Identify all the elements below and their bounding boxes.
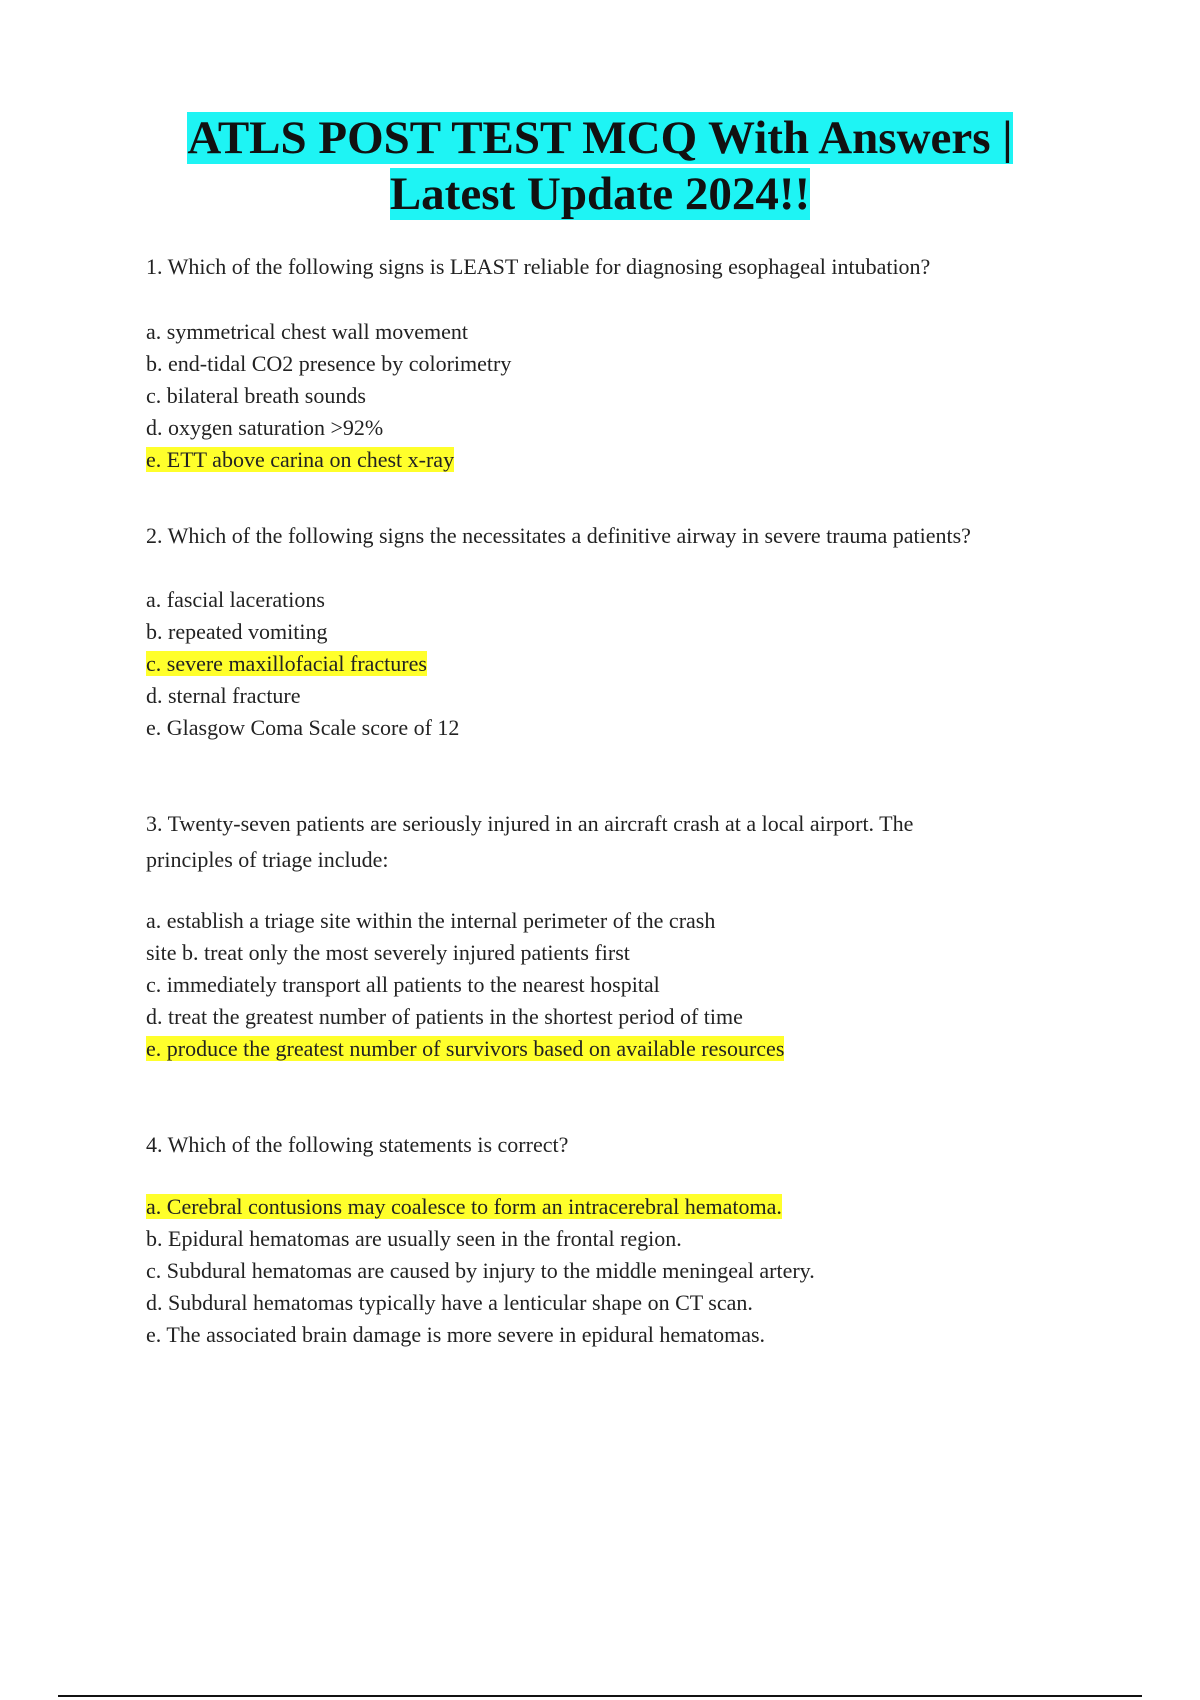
question-4-options — [146, 1191, 1086, 1351]
question-3-option-a: a. establish a triage site within the internal perimeter of the crash — [146, 908, 716, 933]
question-1-option-c: c. bilateral breath sounds — [146, 383, 366, 408]
question-4-option-c: c. Subdural hematomas are caused by injury to the middle meningeal artery. — [146, 1258, 815, 1283]
question-3-text-line-1: 3. Twenty-seven patients are seriously injured in an aircraft crash at a local airport. The — [146, 811, 914, 836]
question-4-option-b: b. Epidural hematomas are usually seen in the frontal region. — [146, 1226, 682, 1251]
question-2-option-e: e. Glasgow Coma Scale score of 12 — [146, 715, 460, 740]
question-2-options — [146, 584, 1086, 744]
question-1 — [146, 249, 1086, 285]
page-title — [0, 110, 1200, 222]
question-4-text: 4. Which of the following statements is correct? — [146, 1132, 569, 1157]
question-1-option-a: a. symmetrical chest wall movement — [146, 319, 468, 344]
footer-divider — [58, 1695, 1142, 1697]
question-1-option-b: b. end-tidal CO2 presence by colorimetry — [146, 351, 512, 376]
title-line-1: ATLS POST TEST MCQ With Answers | — [187, 112, 1013, 164]
question-3-options — [146, 905, 1086, 1065]
question-1-text: 1. Which of the following signs is LEAST reliable for diagnosing esophageal intubation? — [146, 254, 931, 279]
question-4-option-e: e. The associated brain damage is more severe in epidural hematomas. — [146, 1322, 766, 1347]
question-3-option-b: site b. treat only the most severely injured patients first — [146, 940, 630, 965]
question-2 — [146, 518, 1086, 554]
question-1-options — [146, 316, 1086, 476]
question-4-option-d: d. Subdural hematomas typically have a lenticular shape on CT scan. — [146, 1290, 753, 1315]
question-3-option-d: d. treat the greatest number of patients in the shortest period of time — [146, 1004, 743, 1029]
question-3-option-c: c. immediately transport all patients to the nearest hospital — [146, 972, 660, 997]
question-2-option-b: b. repeated vomiting — [146, 619, 328, 644]
question-3 — [146, 806, 1086, 878]
question-1-option-d: d. oxygen saturation >92% — [146, 415, 384, 440]
question-3-option-e-answer: e. produce the greatest number of survivors based on available resources — [146, 1036, 785, 1061]
question-2-option-c-answer: c. severe maxillofacial fractures — [146, 651, 427, 676]
question-4 — [146, 1127, 1086, 1163]
title-line-2: Latest Update 2024!! — [389, 168, 811, 220]
question-4-option-a-answer: a. Cerebral contusions may coalesce to form an intracerebral hematoma. — [146, 1194, 782, 1219]
question-1-option-e-answer: e. ETT above carina on chest x-ray — [146, 447, 455, 472]
question-2-option-a: a. fascial lacerations — [146, 587, 325, 612]
question-3-text-line-2: principles of triage include: — [146, 847, 389, 872]
question-2-text: 2. Which of the following signs the necessitates a definitive airway in severe trauma patients? — [146, 523, 971, 548]
question-2-option-d: d. sternal fracture — [146, 683, 301, 708]
